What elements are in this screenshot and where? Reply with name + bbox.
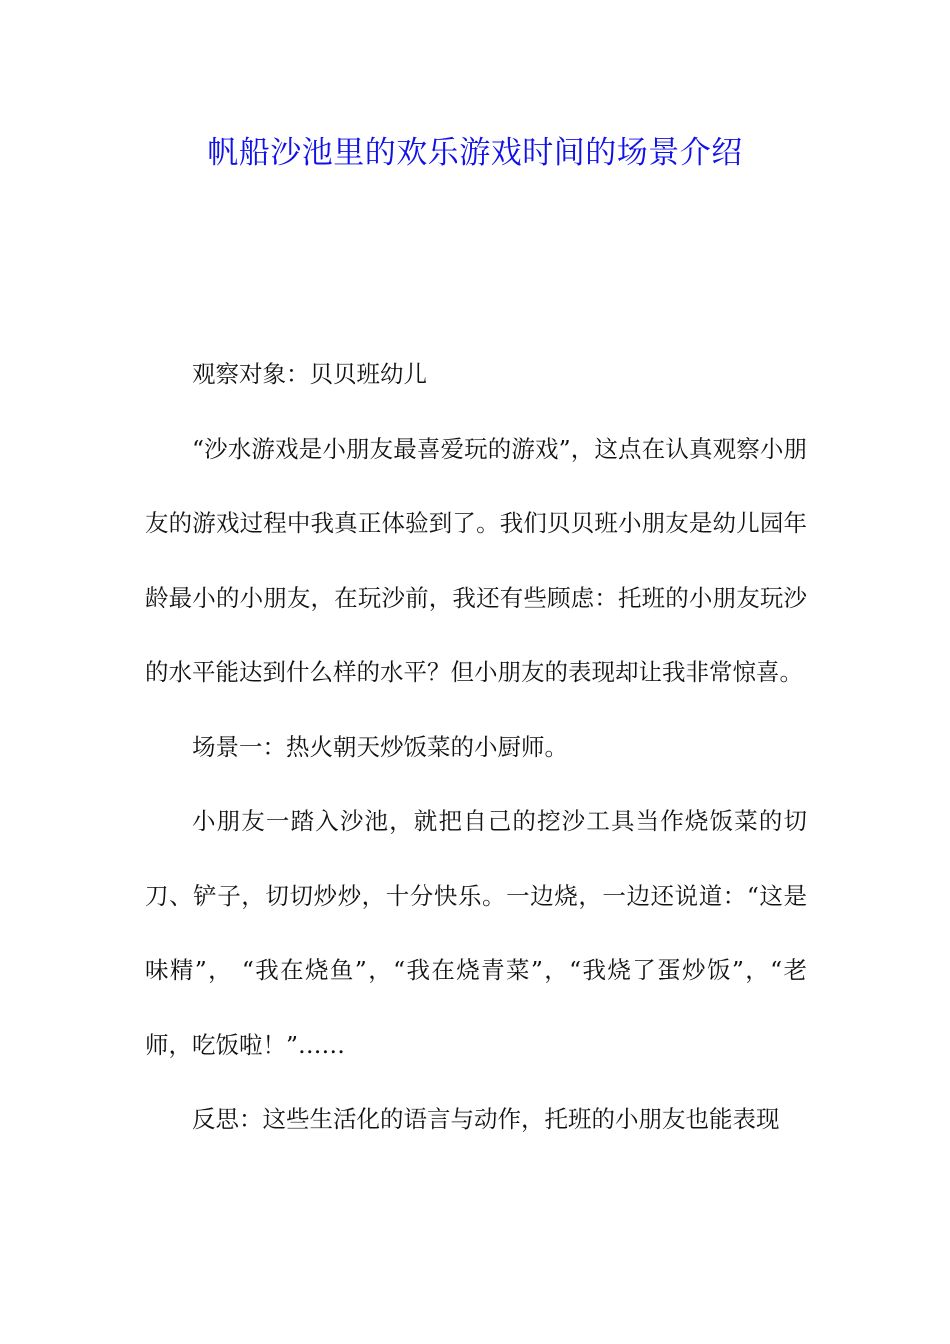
paragraph-intro: “沙水游戏是小朋友最喜爱玩的游戏”，这点在认真观察小朋友的游戏过程中我真正体验到了。我们贝贝班小朋友是幼儿园年龄最小的小朋友，在玩沙前，我还有些顾虑：托班的小朋友玩沙的水平能达到什么样的水平？但小朋友的表现却让我非常惊喜。: [145, 434, 807, 686]
paragraph-scene-one-description: 小朋友一踏入沙池，就把自己的挖沙工具当作烧饭菜的切刀、铲子，切切炒炒，十分快乐。一边烧，一边还说道：“这是味精”， “我在烧鱼”，“我在烧青菜”，“我烧了蛋炒饭”，“老师，吃饭啦！”……: [145, 807, 807, 1059]
paragraph-observation-target: 观察对象：贝贝班幼儿: [192, 360, 427, 388]
paragraph-reflection: 反思：这些生活化的语言与动作，托班的小朋友也能表现: [192, 1105, 780, 1133]
document-body: [145, 337, 807, 1157]
paragraph-scene-one-heading: 场景一：热火朝天炒饭菜的小厨师。: [192, 732, 568, 761]
document-title: 帆船沙池里的欢乐游戏时间的场景介绍: [207, 135, 743, 171]
